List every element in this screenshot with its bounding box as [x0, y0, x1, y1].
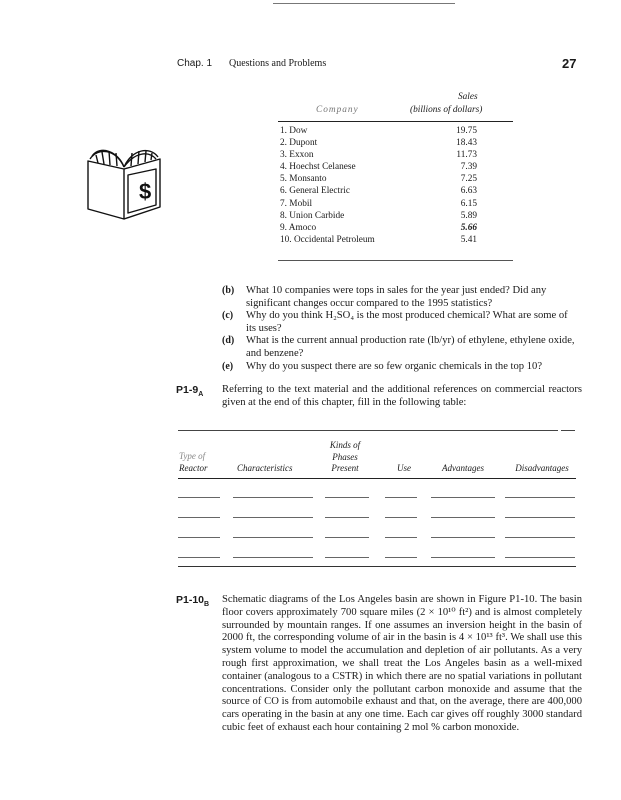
problem-9-id: $P1-9_A$: [176, 384, 204, 399]
blank-line: [505, 537, 575, 538]
sales-value: 19.75: [456, 126, 477, 136]
table-rule: [278, 260, 513, 261]
sales-value: 5.89: [460, 210, 477, 221]
sales-header-line2: (billions of dollars): [410, 105, 483, 115]
table-row: [278, 161, 513, 173]
blank-line: [233, 537, 313, 538]
kinds-header-3: Present: [331, 463, 359, 473]
company-name: 2. Dupont: [280, 138, 318, 149]
blank-line: [178, 517, 220, 518]
blank-line: [505, 557, 575, 558]
blank-line: [325, 497, 369, 498]
use-header: Use: [397, 463, 411, 473]
question-label: (c): [222, 310, 234, 321]
blank-line: [385, 497, 417, 498]
table-rule: [178, 566, 576, 567]
question-label: (b): [222, 285, 235, 296]
money-book-icon: [84, 147, 168, 221]
type-header-1: Type of: [179, 451, 206, 461]
sales-value: 5.66: [460, 222, 477, 233]
blank-line: [431, 497, 495, 498]
blank-line: [385, 537, 417, 538]
table-row: [278, 185, 513, 197]
sales-value: 7.25: [460, 174, 477, 185]
sales-value: 6.63: [460, 186, 477, 197]
blank-line: [325, 557, 369, 558]
blank-line: [431, 517, 495, 518]
blank-line: [178, 497, 220, 498]
sales-value: 6.15: [460, 198, 477, 209]
kinds-header-1: Kinds of: [329, 440, 361, 450]
sales-value: 7.39: [460, 162, 477, 173]
company-name: 5. Monsanto: [280, 174, 327, 185]
sales-value: 11.73: [456, 150, 477, 161]
top-rule: [273, 3, 455, 4]
disadvantages-header: Disadvantages: [515, 463, 569, 473]
table-row: [278, 198, 513, 210]
table-rule: [278, 121, 513, 122]
blank-line: [431, 537, 495, 538]
blank-line: [178, 557, 220, 558]
characteristics-header: Characteristics: [237, 463, 293, 473]
blank-line: [385, 517, 417, 518]
table-rule: [178, 478, 576, 479]
company-name: 8. Union Carbide: [280, 210, 345, 221]
blank-line: [233, 557, 313, 558]
table-rule: [178, 430, 558, 431]
sales-rows: [278, 125, 513, 246]
blank-line: [325, 517, 369, 518]
table-rule: [561, 430, 575, 431]
advantages-header: Advantages: [442, 463, 484, 473]
blank-line: [385, 557, 417, 558]
blank-line: [505, 497, 575, 498]
blank-line: [178, 537, 220, 538]
sales-value: 5.41: [460, 234, 477, 245]
question-text: What 10 companies were tops in sales for the year just ended? Did any significant changes occur compared to the 1995 statistics?: [246, 285, 547, 309]
blank-line: [233, 497, 313, 498]
problem-9-text: Referring to the text material and the additional references on commercial reactors given at the end of this chapter, fill in the following table:: [222, 384, 582, 408]
table-row: [278, 125, 513, 137]
company-name: 4. Hoechst Celanese: [280, 162, 356, 173]
table-row: [278, 173, 513, 185]
company-name: 1. Dow: [280, 126, 308, 136]
kinds-header-2: Phases: [332, 452, 358, 462]
table-row: [278, 149, 513, 161]
question-text: What is the current annual production rate (lb/yr) of ethylene, ethylene oxide, and benzene?: [246, 335, 575, 359]
question-text: Why do you think H₂SO₄ is the most produced chemical? What are some of its uses?: [246, 310, 568, 334]
problem-10-text: Schematic diagrams of the Los Angeles basin are shown in Figure P1-10. The basin floor covers approximately 700 square miles (2 × 10¹⁰ ft²) and is almost completely surrounded by mountain ranges. If one assumes an inversion height in the basin of 2000 ft, the corresponding volume of air in the basin is 4 × 10¹³ ft³. We shall use this system volume to model the accumulation and depletion of air pollutants. As a very rough first approximation, we shall treat the Los Angeles basin as a well-mixed container (analogous to a CSTR) in which there are no spatial variations in pollutant concentrations. Consider only the pollutant carbon monoxide and assume that the source of CO is from automobile exhaust and that, on the average, there are 400,000 cars operating in the basin at any one time. Each car gives off roughly 3000 standard cubic feet of exhaust each hour containing 2 mol % carbon monoxide.: [222, 594, 582, 733]
blank-line: [431, 557, 495, 558]
chapter-label: Chap. 1: [177, 58, 213, 69]
company-header: Company: [316, 105, 359, 115]
company-name: 7. Mobil: [280, 198, 313, 209]
sales-value: 18.43: [456, 138, 477, 149]
question-label: (d): [222, 335, 235, 346]
page-number: 27: [562, 56, 577, 71]
blank-line: [233, 517, 313, 518]
problem-10-id: $P1-10_B$: [176, 594, 210, 609]
table-row: [278, 137, 513, 149]
blank-line: [505, 517, 575, 518]
svg-text:$: $: [139, 179, 152, 204]
company-name: 9. Amoco: [280, 222, 317, 233]
company-name: 10. Occidental Petroleum: [280, 234, 375, 245]
company-name: 3. Exxon: [280, 150, 314, 161]
company-name: 6. General Electric: [280, 186, 350, 197]
type-header-2: Reactor: [179, 463, 208, 473]
question-text: Why do you suspect there are so few organic chemicals in the top 10?: [246, 361, 543, 372]
sales-header-line1: Sales: [458, 92, 478, 102]
blank-line: [325, 537, 369, 538]
question-label: (e): [222, 361, 234, 372]
table-row: [278, 234, 513, 246]
table-row: [278, 210, 513, 222]
section-title: Questions and Problems: [229, 58, 327, 69]
table-row: [278, 222, 513, 234]
